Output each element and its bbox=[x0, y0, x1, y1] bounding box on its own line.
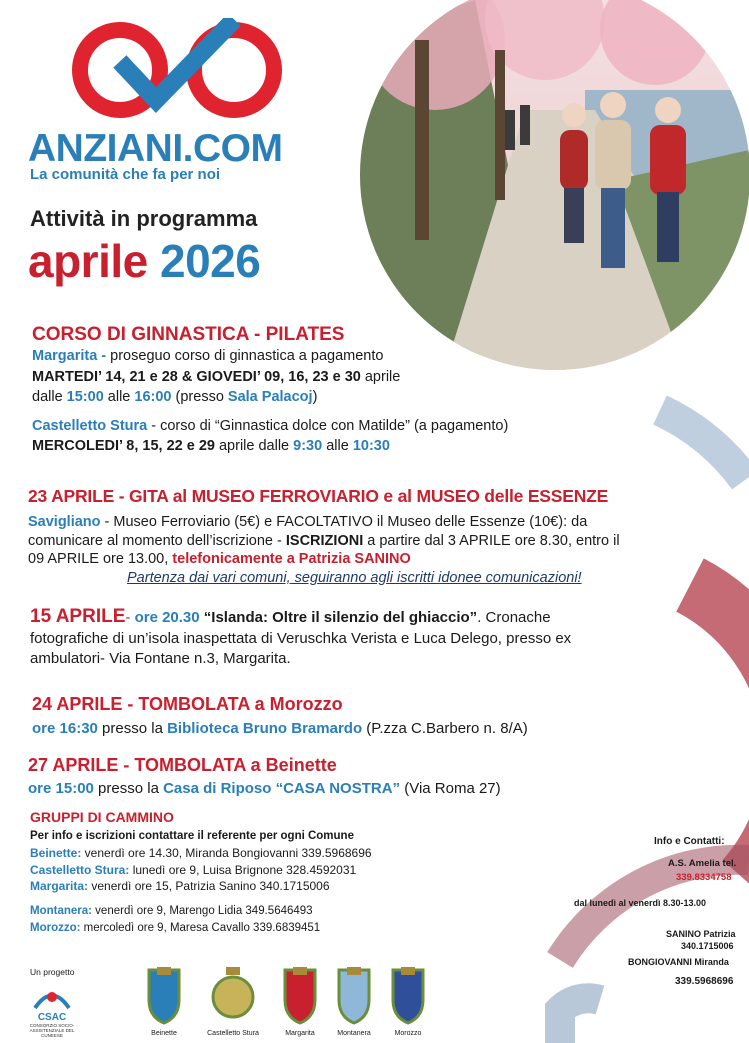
tombola1-venue: Biblioteca Bruno Bramardo bbox=[167, 720, 363, 737]
place-savigliano: Savigliano bbox=[28, 514, 101, 530]
pilates-castelletto bbox=[32, 418, 508, 434]
pilates-margarita-time bbox=[32, 389, 317, 405]
csac-sub: CONSORZIO SOCIO-ASSISTENZIALE DEL CUNEESE bbox=[29, 1023, 75, 1038]
islanda-time: ore 20.30 bbox=[134, 609, 200, 626]
gita-line1-text: - Museo Ferroviario (5€) e FACOLTATIVO il Museo delle Essenze (10€): da bbox=[100, 514, 588, 530]
brand-name-text: ANZIANI.COM bbox=[28, 127, 283, 170]
gita-phone-note: telefonicamente a Patrizia SANINO bbox=[172, 551, 411, 567]
tombola2-details bbox=[28, 780, 501, 797]
footer-project: Un progetto bbox=[30, 967, 75, 977]
gita-note: Partenza dai vari comuni, seguiranno agli iscritti idonee comunicazioni! bbox=[127, 570, 582, 586]
cammino-group-beinette bbox=[30, 846, 372, 860]
cammino-place: Montanera: bbox=[30, 905, 92, 917]
cammino-group-morozzo bbox=[30, 922, 320, 934]
gita-iscrizioni: ISCRIZIONI bbox=[285, 533, 364, 549]
islanda-line-2: fotografiche di un’isola inaspettata di Veruschka Verista e Luca Delego, presso ex bbox=[30, 630, 572, 647]
tombola2-address: (Via Roma 27) bbox=[400, 780, 501, 797]
cammino-info: mercoledì ore 9, Maresa Cavallo 339.6839451 bbox=[80, 922, 321, 934]
contacts-hours: dal lunedì al venerdì 8.30-13.00 bbox=[574, 898, 707, 908]
contacts-bongiovanni: BONGIOVANNI Miranda bbox=[628, 957, 729, 967]
cammino-info: lunedì ore 9, Luisa Brignone 328.4592031 bbox=[129, 863, 357, 877]
pilates-castelletto-days bbox=[32, 438, 390, 454]
castelletto-mid: aprile dalle bbox=[214, 438, 294, 454]
contacts-sanino-phone: 340.1715006 bbox=[681, 941, 734, 951]
brand-tagline: La comunità che fa per noi bbox=[30, 166, 221, 183]
tombola1-details bbox=[32, 720, 528, 737]
pilates-margarita bbox=[32, 348, 383, 364]
castelletto-days: MERCOLEDI’ 8, 15, 22 e 29 bbox=[32, 438, 215, 454]
shield-icon bbox=[329, 965, 379, 1025]
place-margarita: Margarita - bbox=[32, 348, 107, 364]
crest-morozzo bbox=[376, 965, 440, 1037]
pilates-days: MARTEDI’ 14, 21 e 28 & GIOVEDI’ 09, 16, 23 e 30 bbox=[32, 369, 361, 385]
cammino-place: Morozzo: bbox=[30, 922, 81, 934]
pilates-time-end: 16:00 bbox=[134, 389, 172, 405]
cammino-group-castelletto bbox=[30, 863, 356, 877]
islanda-date: 15 APRILE bbox=[30, 606, 126, 627]
gita-line2c: a partire dal 3 APRILE ore 8.30, entro il bbox=[363, 533, 620, 549]
cammino-group-margarita bbox=[30, 879, 330, 893]
cammino-intro: Per info e iscrizioni contattare il referente per ogni Comune bbox=[30, 830, 354, 842]
hero-photo bbox=[355, 0, 749, 370]
csac-logo bbox=[20, 983, 84, 1038]
pilates-at: (presso bbox=[171, 389, 228, 405]
pilates-castelletto-desc: - corso di “Ginnastica dolce con Matilde” (a pagamento) bbox=[147, 418, 509, 434]
crest-label: Montanera bbox=[337, 1030, 371, 1037]
islanda-tail: . Cronache bbox=[477, 609, 551, 626]
gita-line3a: 09 APRILE ore 13.00, bbox=[28, 551, 173, 567]
contacts-title: Info e Contatti: bbox=[654, 836, 725, 847]
cammino-place: Castelletto Stura: bbox=[30, 863, 130, 877]
pilates-days-tail: aprile bbox=[360, 369, 401, 385]
contacts-amelia-phone: 339.8334758 bbox=[676, 872, 732, 883]
cammino-group-montanera bbox=[30, 905, 313, 917]
pilates-close: ) bbox=[312, 389, 318, 405]
crest-beinette bbox=[132, 965, 196, 1037]
page-subtitle: Attività in programma bbox=[30, 206, 258, 231]
islanda-title: “Islanda: Oltre il silenzio del ghiaccio” bbox=[199, 609, 478, 626]
islanda-dash: - bbox=[125, 609, 135, 626]
town-crests bbox=[132, 965, 432, 1040]
gita-line-1 bbox=[28, 514, 587, 530]
castelletto-to: alle bbox=[322, 438, 353, 454]
cammino-info: venerdì ore 15, Patrizia Sanino 340.1715006 bbox=[88, 879, 330, 893]
tombola2-at: presso la bbox=[93, 780, 164, 797]
csac-name: CSAC bbox=[37, 1012, 67, 1023]
page-title bbox=[28, 234, 260, 288]
islanda-line-1 bbox=[30, 606, 551, 628]
pilates-venue: Sala Palacoj bbox=[227, 389, 313, 405]
pilates-to: alle bbox=[103, 389, 135, 405]
gita-title: 23 APRILE - GITA al MUSEO FERROVIARIO e al MUSEO delle ESSENZE bbox=[28, 486, 609, 506]
place-castelletto: Castelletto Stura bbox=[32, 418, 148, 434]
tombola2-venue: Casa di Riposo “CASA NOSTRA” bbox=[163, 780, 401, 797]
csac-logo-icon bbox=[27, 983, 77, 1013]
tombola2-title: 27 APRILE - TOMBOLATA a Beinette bbox=[28, 755, 337, 775]
anziani-logo-icon bbox=[68, 18, 286, 123]
pilates-margarita-days bbox=[32, 369, 400, 385]
crest-castelletto bbox=[198, 965, 268, 1037]
title-month: aprile bbox=[28, 235, 148, 287]
castelletto-end: 10:30 bbox=[352, 438, 390, 454]
tombola1-title: 24 APRILE - TOMBOLATA a Morozzo bbox=[32, 694, 343, 714]
cammino-info: venerdì ore 9, Marengo Lidia 349.5646493 bbox=[91, 905, 313, 917]
islanda-line-3: ambulatori- Via Fontane n.3, Margarita. bbox=[30, 650, 291, 667]
shield-icon bbox=[208, 965, 258, 1025]
contacts-amelia: A.S. Amelia tel. bbox=[668, 858, 737, 869]
cammino-place: Beinette: bbox=[30, 846, 82, 860]
crest-label: Beinette bbox=[151, 1030, 177, 1037]
tombola1-at: presso la bbox=[97, 720, 168, 737]
gita-line-2 bbox=[28, 533, 620, 549]
pilates-from: dalle bbox=[32, 389, 67, 405]
shield-icon bbox=[275, 965, 325, 1025]
shield-icon bbox=[383, 965, 433, 1025]
cammino-info: venerdì ore 14.30, Miranda Bongiovanni 339.5968696 bbox=[81, 846, 372, 860]
tombola1-time: ore 16:30 bbox=[32, 720, 98, 737]
crest-label: Margarita bbox=[285, 1030, 315, 1037]
castelletto-start: 9:30 bbox=[293, 438, 323, 454]
crest-label: Castelletto Stura bbox=[207, 1030, 259, 1037]
tombola1-address: (P.zza C.Barbero n. 8/A) bbox=[362, 720, 528, 737]
contacts-bongiovanni-phone: 339.5968696 bbox=[675, 976, 734, 987]
cammino-place: Margarita: bbox=[30, 879, 89, 893]
crest-label: Morozzo bbox=[394, 1030, 422, 1037]
pilates-time-start: 15:00 bbox=[66, 389, 104, 405]
shield-icon bbox=[139, 965, 189, 1025]
pilates-margarita-desc: proseguo corso di ginnastica a pagamento bbox=[106, 348, 384, 364]
contacts-sanino: SANINO Patrizia bbox=[666, 929, 736, 939]
gita-line-3 bbox=[28, 551, 411, 567]
title-year: 2026 bbox=[160, 235, 261, 287]
gita-line2a: comunicare al momento dell’iscrizione - bbox=[28, 533, 286, 549]
tombola2-time: ore 15:00 bbox=[28, 780, 94, 797]
brand-name bbox=[28, 127, 282, 171]
cammino-title: GRUPPI DI CAMMINO bbox=[30, 809, 174, 825]
pilates-title: CORSO DI GINNASTICA - PILATES bbox=[32, 324, 345, 345]
